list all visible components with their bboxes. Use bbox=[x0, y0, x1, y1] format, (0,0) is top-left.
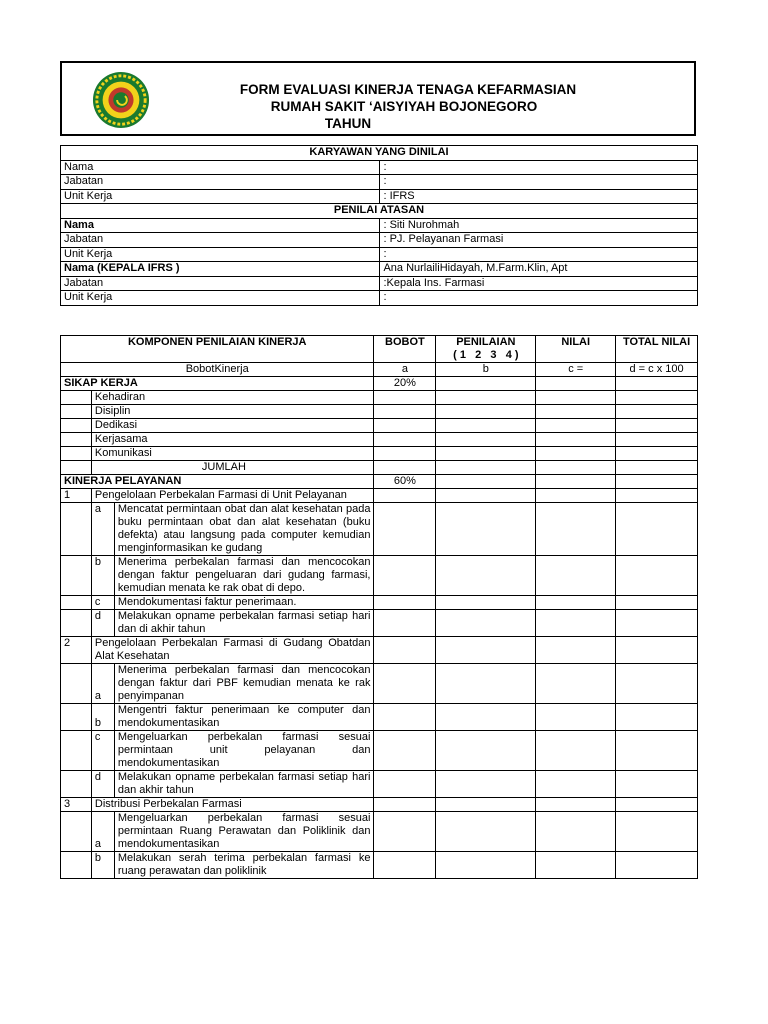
total-cell[interactable] bbox=[616, 419, 698, 433]
sub-text: Mendokumentasi faktur penerimaan. bbox=[114, 596, 374, 610]
sub-letter: a bbox=[91, 503, 114, 556]
table-row bbox=[61, 596, 698, 610]
total-cell[interactable] bbox=[616, 852, 698, 879]
nilai-cell[interactable] bbox=[536, 771, 616, 798]
field-label: Jabatan bbox=[61, 233, 380, 248]
table-row bbox=[61, 218, 698, 233]
header-penilaian bbox=[436, 336, 536, 363]
table-row bbox=[61, 556, 698, 596]
sub-text: Mengentri faktur penerimaan ke computer dan mendokumentasikan bbox=[114, 704, 374, 731]
total-cell[interactable] bbox=[616, 377, 698, 391]
score-cell[interactable] bbox=[436, 637, 536, 664]
hospital-name: RUMAH SAKIT ‘AISYIYAH BOJONEGORO bbox=[270, 99, 538, 114]
score-cell[interactable] bbox=[436, 447, 536, 461]
field-label: Nama (KEPALA IFRS ) bbox=[61, 262, 380, 277]
employee-section-title: KARYAWAN YANG DINILAI bbox=[61, 146, 698, 161]
total-cell[interactable] bbox=[616, 596, 698, 610]
nilai-cell[interactable] bbox=[536, 731, 616, 771]
field-label: Unit Kerja bbox=[61, 291, 380, 306]
nilai-cell[interactable] bbox=[536, 637, 616, 664]
form-header bbox=[60, 61, 696, 136]
score-cell[interactable] bbox=[436, 664, 536, 704]
table-row bbox=[61, 812, 698, 852]
table-row bbox=[61, 160, 698, 175]
total-cell[interactable] bbox=[616, 731, 698, 771]
score-cell[interactable] bbox=[436, 731, 536, 771]
score-cell[interactable] bbox=[436, 433, 536, 447]
head-unit-field[interactable]: : bbox=[380, 291, 698, 306]
sub-letter: d bbox=[91, 610, 114, 637]
kinerja-weight: 60% bbox=[374, 475, 436, 489]
identity-table bbox=[60, 145, 698, 306]
nilai-cell[interactable] bbox=[536, 489, 616, 503]
total-cell[interactable] bbox=[616, 433, 698, 447]
score-cell[interactable] bbox=[436, 489, 536, 503]
score-cell[interactable] bbox=[436, 377, 536, 391]
assessor-name-field[interactable]: : Siti Nurohmah bbox=[380, 218, 698, 233]
header-bobot: BOBOT bbox=[374, 336, 436, 363]
nilai-cell[interactable] bbox=[536, 405, 616, 419]
sikap-item: Disiplin bbox=[91, 405, 374, 419]
score-cell[interactable] bbox=[436, 556, 536, 596]
nilai-cell[interactable] bbox=[536, 447, 616, 461]
table-row bbox=[61, 262, 698, 277]
nilai-cell[interactable] bbox=[536, 704, 616, 731]
sub-letter: d bbox=[91, 771, 114, 798]
sikap-item: Dedikasi bbox=[91, 419, 374, 433]
table-row bbox=[61, 489, 698, 503]
total-cell[interactable] bbox=[616, 664, 698, 704]
sub-letter: a bbox=[91, 664, 114, 704]
header-penilaian-scale: ( 1 2 3 4 ) bbox=[453, 349, 519, 361]
sub-text: Melakukan opname perbekalan farmasi setiap hari dan di akhir tahun bbox=[114, 610, 374, 637]
table-row bbox=[61, 247, 698, 262]
nilai-cell[interactable] bbox=[536, 433, 616, 447]
field-label: Jabatan bbox=[61, 175, 380, 190]
header-total: TOTAL NILAI bbox=[616, 336, 698, 363]
nilai-cell[interactable] bbox=[536, 475, 616, 489]
sikap-item: Kehadiran bbox=[91, 391, 374, 405]
table-row bbox=[61, 771, 698, 798]
header-nilai: NILAI bbox=[536, 336, 616, 363]
score-cell[interactable] bbox=[436, 461, 536, 475]
total-cell[interactable] bbox=[616, 447, 698, 461]
nilai-cell[interactable] bbox=[536, 812, 616, 852]
table-row bbox=[61, 433, 698, 447]
subheader-nilai: c = bbox=[536, 363, 616, 377]
group-title: Pengelolaan Perbekalan Farmasi di Unit Pelayanan bbox=[91, 489, 374, 503]
total-cell[interactable] bbox=[616, 556, 698, 596]
year-label: TAHUN bbox=[324, 116, 372, 131]
form-title: FORM EVALUASI KINERJA TENAGA KEFARMASIAN bbox=[239, 82, 577, 97]
group-number: 3 bbox=[61, 798, 92, 812]
sikap-jumlah: JUMLAH bbox=[91, 461, 374, 475]
subheader-penilaian: b bbox=[436, 363, 536, 377]
total-cell[interactable] bbox=[616, 771, 698, 798]
field-label: Jabatan bbox=[61, 276, 380, 291]
sikap-kerja-weight: 20% bbox=[374, 377, 436, 391]
assessor-section-title: PENILAI ATASAN bbox=[61, 204, 698, 219]
field-label: Nama bbox=[61, 218, 380, 233]
score-cell[interactable] bbox=[436, 475, 536, 489]
sub-letter: b bbox=[91, 852, 114, 879]
group-title: Pengelolaan Perbekalan Farmasi di Gudang Obatdan Alat Kesehatan bbox=[91, 637, 374, 664]
sub-letter: c bbox=[91, 596, 114, 610]
table-row bbox=[61, 276, 698, 291]
total-cell[interactable] bbox=[616, 812, 698, 852]
table-row bbox=[61, 704, 698, 731]
assessor-position-field[interactable]: : PJ. Pelayanan Farmasi bbox=[380, 233, 698, 248]
group-title: Distribusi Perbekalan Farmasi bbox=[91, 798, 374, 812]
score-cell[interactable] bbox=[436, 812, 536, 852]
sub-text: Menerima perbekalan farmasi dan mencocokan dengan faktur dari PBF kemudian menata ke rak penyimpanan bbox=[114, 664, 374, 704]
sub-text: Mengeluarkan perbekalan farmasi sesuai permintaan unit pelayanan dan mendokumentasikan bbox=[114, 731, 374, 771]
nilai-cell[interactable] bbox=[536, 377, 616, 391]
table-row bbox=[61, 852, 698, 879]
table-row bbox=[61, 461, 698, 475]
table-row bbox=[61, 189, 698, 204]
sikap-item: Kerjasama bbox=[91, 433, 374, 447]
total-cell[interactable] bbox=[616, 610, 698, 637]
table-row bbox=[61, 731, 698, 771]
nilai-cell[interactable] bbox=[536, 391, 616, 405]
score-cell[interactable] bbox=[436, 610, 536, 637]
group-number: 2 bbox=[61, 637, 92, 664]
table-row bbox=[61, 637, 698, 664]
table-row bbox=[61, 503, 698, 556]
field-label: Unit Kerja bbox=[61, 189, 380, 204]
table-row bbox=[61, 175, 698, 190]
sub-letter: b bbox=[91, 556, 114, 596]
head-position-field[interactable]: :Kepala Ins. Farmasi bbox=[380, 276, 698, 291]
employee-unit-field[interactable]: : IFRS bbox=[380, 189, 698, 204]
total-cell[interactable] bbox=[616, 704, 698, 731]
subheader-total: d = c x 100 bbox=[616, 363, 698, 377]
sikap-kerja-title: SIKAP KERJA bbox=[61, 377, 374, 391]
total-cell[interactable] bbox=[616, 405, 698, 419]
nilai-cell[interactable] bbox=[536, 852, 616, 879]
sub-text: Mengeluarkan perbekalan farmasi sesuai permintaan Ruang Perawatan dan Poliklinik dan mendokumentasikan bbox=[114, 812, 374, 852]
nilai-cell[interactable] bbox=[536, 503, 616, 556]
total-cell[interactable] bbox=[616, 798, 698, 812]
sub-letter: a bbox=[91, 812, 114, 852]
nilai-cell[interactable] bbox=[536, 596, 616, 610]
nilai-cell[interactable] bbox=[536, 556, 616, 596]
nilai-cell[interactable] bbox=[536, 610, 616, 637]
evaluation-table bbox=[60, 335, 698, 879]
employee-position-field[interactable]: : bbox=[380, 175, 698, 190]
table-row bbox=[61, 391, 698, 405]
score-cell[interactable] bbox=[436, 798, 536, 812]
score-cell[interactable] bbox=[436, 852, 536, 879]
score-cell[interactable] bbox=[436, 503, 536, 556]
table-row bbox=[61, 610, 698, 637]
total-cell[interactable] bbox=[616, 637, 698, 664]
sub-letter: c bbox=[91, 731, 114, 771]
table-row bbox=[61, 798, 698, 812]
sikap-item: Komunikasi bbox=[91, 447, 374, 461]
nilai-cell[interactable] bbox=[536, 664, 616, 704]
total-cell[interactable] bbox=[616, 461, 698, 475]
sub-text: Mencatat permintaan obat dan alat kesehatan pada buku permintaan obat dan alat kesehatan (buku defekta) atau langsung pada computer kemudian menginformasikan ke gudang bbox=[114, 503, 374, 556]
nilai-cell[interactable] bbox=[536, 461, 616, 475]
header-komponen: KOMPONEN PENILAIAN KINERJA bbox=[61, 336, 374, 363]
sub-text: Melakukan opname perbekalan farmasi setiap hari dan akhir tahun bbox=[114, 771, 374, 798]
nilai-cell[interactable] bbox=[536, 419, 616, 433]
score-cell[interactable] bbox=[436, 419, 536, 433]
score-cell[interactable] bbox=[436, 405, 536, 419]
table-row bbox=[61, 233, 698, 248]
nilai-cell[interactable] bbox=[536, 798, 616, 812]
table-row bbox=[61, 291, 698, 306]
field-label: Unit Kerja bbox=[61, 247, 380, 262]
table-row bbox=[61, 447, 698, 461]
total-cell[interactable] bbox=[616, 475, 698, 489]
table-row bbox=[61, 405, 698, 419]
kinerja-title: KINERJA PELAYANAN bbox=[61, 475, 374, 489]
subheader-komponen: BobotKinerja bbox=[61, 363, 374, 377]
table-row bbox=[61, 419, 698, 433]
score-cell[interactable] bbox=[436, 771, 536, 798]
total-cell[interactable] bbox=[616, 489, 698, 503]
score-cell[interactable] bbox=[436, 391, 536, 405]
employee-name-field[interactable]: : bbox=[380, 160, 698, 175]
header-penilaian-label: PENILAIAN bbox=[456, 336, 516, 348]
head-name-field[interactable]: Ana NurlailiHidayah, M.Farm.Klin, Apt bbox=[380, 262, 698, 277]
sub-letter: b bbox=[91, 704, 114, 731]
assessor-unit-field[interactable]: : bbox=[380, 247, 698, 262]
sub-text: Melakukan serah terima perbekalan farmasi ke ruang perawatan dan poliklinik bbox=[114, 852, 374, 879]
group-number: 1 bbox=[61, 489, 92, 503]
table-row bbox=[61, 664, 698, 704]
score-cell[interactable] bbox=[436, 704, 536, 731]
total-cell[interactable] bbox=[616, 503, 698, 556]
total-cell[interactable] bbox=[616, 391, 698, 405]
score-cell[interactable] bbox=[436, 596, 536, 610]
field-label: Nama bbox=[61, 160, 380, 175]
sub-text: Menerima perbekalan farmasi dan mencocokan dengan faktur pengeluaran dari gudang farmasi, kemudian menata ke rak obat di depo. bbox=[114, 556, 374, 596]
subheader-bobot: a bbox=[374, 363, 436, 377]
